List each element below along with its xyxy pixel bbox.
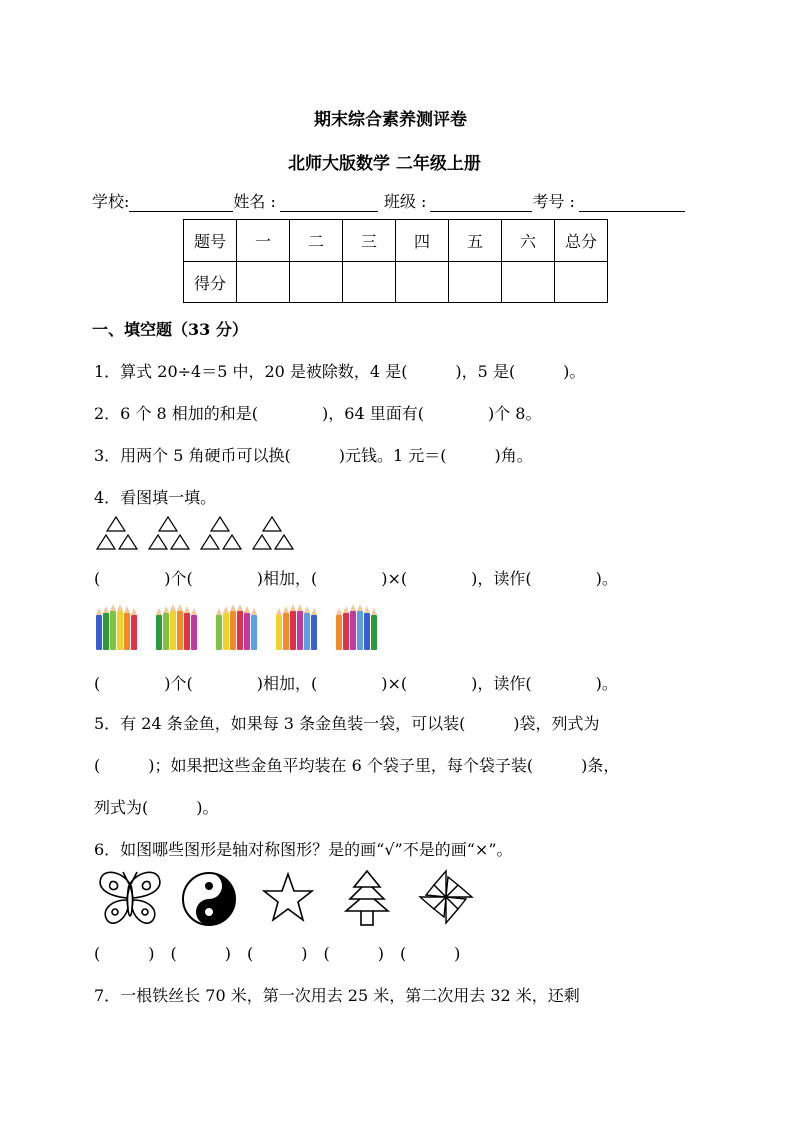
table-cell: 一 bbox=[237, 220, 290, 262]
pencil bbox=[191, 615, 197, 650]
pencil-tip bbox=[163, 606, 169, 613]
triangle-mark bbox=[253, 535, 271, 549]
pencil bbox=[304, 613, 310, 650]
score-input-cell[interactable] bbox=[237, 262, 290, 303]
pencil-tip bbox=[297, 604, 303, 611]
question-1: 1．算式 20÷4＝5 中，20 是被除数，4 是( )，5 是( )。 bbox=[94, 362, 586, 381]
question-3: 3．用两个 5 角硬币可以换( )元钱。1 元＝( )角。 bbox=[94, 446, 533, 465]
pencil bbox=[110, 611, 116, 650]
section-heading: 一、填空题（33 分） bbox=[92, 320, 248, 339]
pencil-tip bbox=[103, 606, 109, 613]
pencil bbox=[343, 613, 349, 650]
score-table-score-row bbox=[184, 262, 608, 303]
score-input-cell[interactable] bbox=[449, 262, 502, 303]
pencil bbox=[290, 611, 296, 650]
pencil-tip bbox=[276, 608, 282, 615]
pencil bbox=[156, 615, 162, 650]
pencil-tip bbox=[124, 606, 130, 613]
pencil bbox=[371, 615, 377, 650]
pencil-group bbox=[156, 602, 200, 650]
pencil-tip bbox=[117, 604, 123, 611]
triangle-mark bbox=[119, 535, 137, 549]
table-cell: 二 bbox=[290, 220, 343, 262]
pencil-tip bbox=[350, 604, 356, 611]
pencil bbox=[117, 611, 123, 650]
score-input-cell[interactable] bbox=[502, 262, 555, 303]
triangle-groups-figure bbox=[94, 514, 304, 554]
pencil-tip bbox=[283, 606, 289, 613]
pencil bbox=[177, 611, 183, 650]
question-4-line-a: ( )个( )相加，( )×( )，读作( )。 bbox=[94, 569, 618, 588]
pencil-tip bbox=[237, 604, 243, 611]
pencil-tip bbox=[364, 606, 370, 613]
pencil bbox=[244, 613, 250, 650]
pencil bbox=[223, 613, 229, 650]
question-4: 4．看图填一填。 bbox=[94, 488, 217, 507]
pencil-tip bbox=[96, 608, 102, 615]
score-table-header-row bbox=[184, 220, 608, 262]
question-5-line-2: ( )；如果把这些金鱼平均装在 6 个袋子里，每个袋子装( )条， bbox=[94, 756, 620, 775]
star-icon bbox=[262, 872, 314, 924]
pencil-tip bbox=[230, 604, 236, 611]
pencil bbox=[311, 615, 317, 650]
class-label: 班级 : bbox=[383, 192, 427, 211]
table-cell: 题号 bbox=[184, 220, 237, 262]
pencil bbox=[357, 611, 363, 650]
triangle-mark bbox=[263, 517, 281, 531]
triangle-mark bbox=[149, 535, 167, 549]
pencil bbox=[103, 613, 109, 650]
pencil bbox=[364, 613, 370, 650]
pencil-group bbox=[336, 602, 380, 650]
pencil bbox=[163, 613, 169, 650]
pencil bbox=[283, 613, 289, 650]
pencil-tip bbox=[156, 608, 162, 615]
triangle-mark bbox=[211, 517, 229, 531]
question-6: 6．如图哪些图形是轴对称图形？是的画“√”不是的画“×”。 bbox=[94, 840, 513, 859]
table-cell: 总分 bbox=[555, 220, 608, 262]
table-cell: 得分 bbox=[184, 262, 237, 303]
triangle-mark bbox=[171, 535, 189, 549]
name-field[interactable] bbox=[280, 193, 378, 212]
triangle-mark bbox=[97, 535, 115, 549]
score-input-cell[interactable] bbox=[343, 262, 396, 303]
pencil bbox=[237, 611, 243, 650]
pencil bbox=[251, 615, 257, 650]
pencil bbox=[350, 611, 356, 650]
pencil-tip bbox=[290, 604, 296, 611]
triangle-mark bbox=[201, 535, 219, 549]
pencil-tip bbox=[311, 608, 317, 615]
pencil bbox=[216, 615, 222, 650]
pinwheel-icon bbox=[418, 869, 474, 925]
pencil-tip bbox=[131, 608, 137, 615]
exam-no-label: 考号 : bbox=[532, 192, 575, 211]
tree-icon bbox=[342, 869, 392, 927]
table-cell: 四 bbox=[396, 220, 449, 262]
question-4-line-b: ( )个( )相加，( )×( )，读作( )。 bbox=[94, 674, 618, 693]
page-title: 期末综合素养测评卷 bbox=[314, 110, 467, 130]
pencil-tip bbox=[371, 608, 377, 615]
score-input-cell[interactable] bbox=[396, 262, 449, 303]
question-6-answers: ( ) ( ) ( ) ( ) ( ) bbox=[94, 944, 461, 963]
table-cell: 六 bbox=[502, 220, 555, 262]
yin-yang-icon bbox=[181, 871, 237, 927]
page-subtitle: 北师大版数学 二年级上册 bbox=[288, 154, 481, 174]
pencil bbox=[170, 611, 176, 650]
pencil-tip bbox=[184, 606, 190, 613]
pencil-group bbox=[216, 602, 260, 650]
pencil bbox=[276, 615, 282, 650]
info-row bbox=[92, 189, 685, 212]
table-cell: 五 bbox=[449, 220, 502, 262]
question-5-line-3: 列式为( )。 bbox=[94, 798, 219, 817]
triangle-mark bbox=[159, 517, 177, 531]
pencil bbox=[230, 611, 236, 650]
table-cell: 三 bbox=[343, 220, 396, 262]
pencil-tip bbox=[336, 608, 342, 615]
triangle-mark bbox=[275, 535, 293, 549]
pencil-group bbox=[276, 602, 320, 650]
pencil-tip bbox=[343, 606, 349, 613]
pencil-tip bbox=[357, 604, 363, 611]
school-label: 学校: bbox=[92, 192, 130, 211]
school-field[interactable] bbox=[129, 193, 233, 212]
pencil-tip bbox=[304, 606, 310, 613]
pencil-tip bbox=[110, 604, 116, 611]
butterfly-icon bbox=[97, 870, 163, 928]
pencil-tip bbox=[244, 606, 250, 613]
exam-no-field[interactable] bbox=[579, 193, 685, 212]
class-field[interactable] bbox=[430, 193, 532, 212]
question-7: 7．一根铁丝长 70 米，第一次用去 25 米，第二次用去 32 米，还剩 bbox=[94, 986, 580, 1005]
triangle-mark bbox=[107, 517, 125, 531]
pencil-tip bbox=[170, 604, 176, 611]
pencil-tip bbox=[251, 608, 257, 615]
question-5-line-1: 5．有 24 条金鱼，如果每 3 条金鱼装一袋，可以装( )袋，列式为 bbox=[94, 714, 600, 733]
pencil-tip bbox=[223, 606, 229, 613]
score-input-cell[interactable] bbox=[555, 262, 608, 303]
pencil bbox=[297, 611, 303, 650]
question-2: 2．6 个 8 相加的和是( )，64 里面有( )个 8。 bbox=[94, 404, 542, 423]
pencil bbox=[184, 613, 190, 650]
pencil-tip bbox=[216, 608, 222, 615]
triangle-mark bbox=[223, 535, 241, 549]
pencil bbox=[96, 615, 102, 650]
score-input-cell[interactable] bbox=[290, 262, 343, 303]
pencil-tip bbox=[177, 604, 183, 611]
pencil bbox=[124, 613, 130, 650]
pencil bbox=[131, 615, 137, 650]
pencil-group bbox=[96, 602, 140, 650]
score-table bbox=[183, 219, 608, 303]
pencil bbox=[336, 615, 342, 650]
pencil-tip bbox=[191, 608, 197, 615]
name-label: 姓名 : bbox=[233, 192, 276, 211]
